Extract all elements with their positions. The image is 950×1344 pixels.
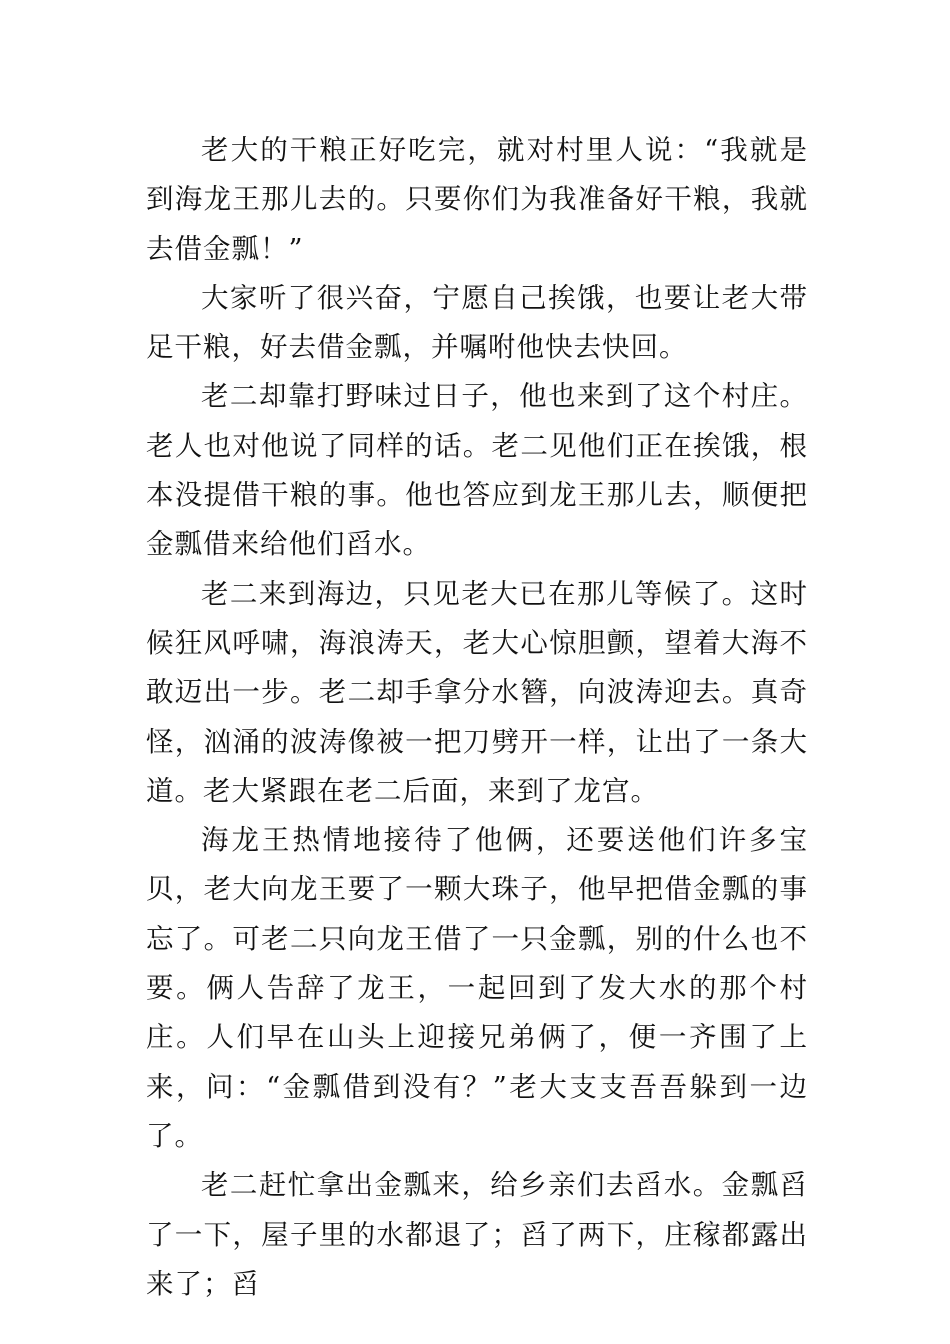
paragraph-6: 老二赶忙拿出金瓢来，给乡亲们去舀水。金瓢舀了一下，屋子里的水都退了；舀了两下，庄稼都露出来了；舀	[146, 1169, 808, 1300]
paragraph-5: 海龙王热情地接待了他俩，还要送他们许多宝贝，老大向龙王要了一颗大珠子，他早把借金瓢的事忘了。可老二只向龙王借了一只金瓢，别的什么也不要。俩人告辞了龙王，一起回到了发大水的那个村庄。人们早在山头上迎接兄弟俩了，便一齐围了上来，问：“金瓢借到没有？”老大支支吾吾躲到一边了。	[146, 824, 808, 1152]
document-body	[146, 126, 808, 1309]
paragraph-3: 老二却靠打野味过日子，他也来到了这个村庄。老人也对他说了同样的话。老二见他们正在挨饿，根本没提借干粮的事。他也答应到龙王那儿去，顺便把金瓢借来给他们舀水。	[146, 380, 808, 561]
paragraph-4: 老二来到海边，只见老大已在那儿等候了。这时候狂风呼啸，海浪涛天，老大心惊胆颤，望着大海不敢迈出一步。老二却手拿分水簪，向波涛迎去。真奇怪，汹涌的波涛像被一把刀劈开一样，让出了一条大道。老大紧跟在老二后面，来到了龙宫。	[146, 577, 808, 807]
paragraph-1: 老大的干粮正好吃完，就对村里人说：“我就是到海龙王那儿去的。只要你们为我准备好干粮，我就去借金瓢！”	[146, 134, 808, 265]
paragraph-2: 大家听了很兴奋，宁愿自己挨饿，也要让老大带足干粮，好去借金瓢，并嘱咐他快去快回。	[146, 281, 808, 364]
